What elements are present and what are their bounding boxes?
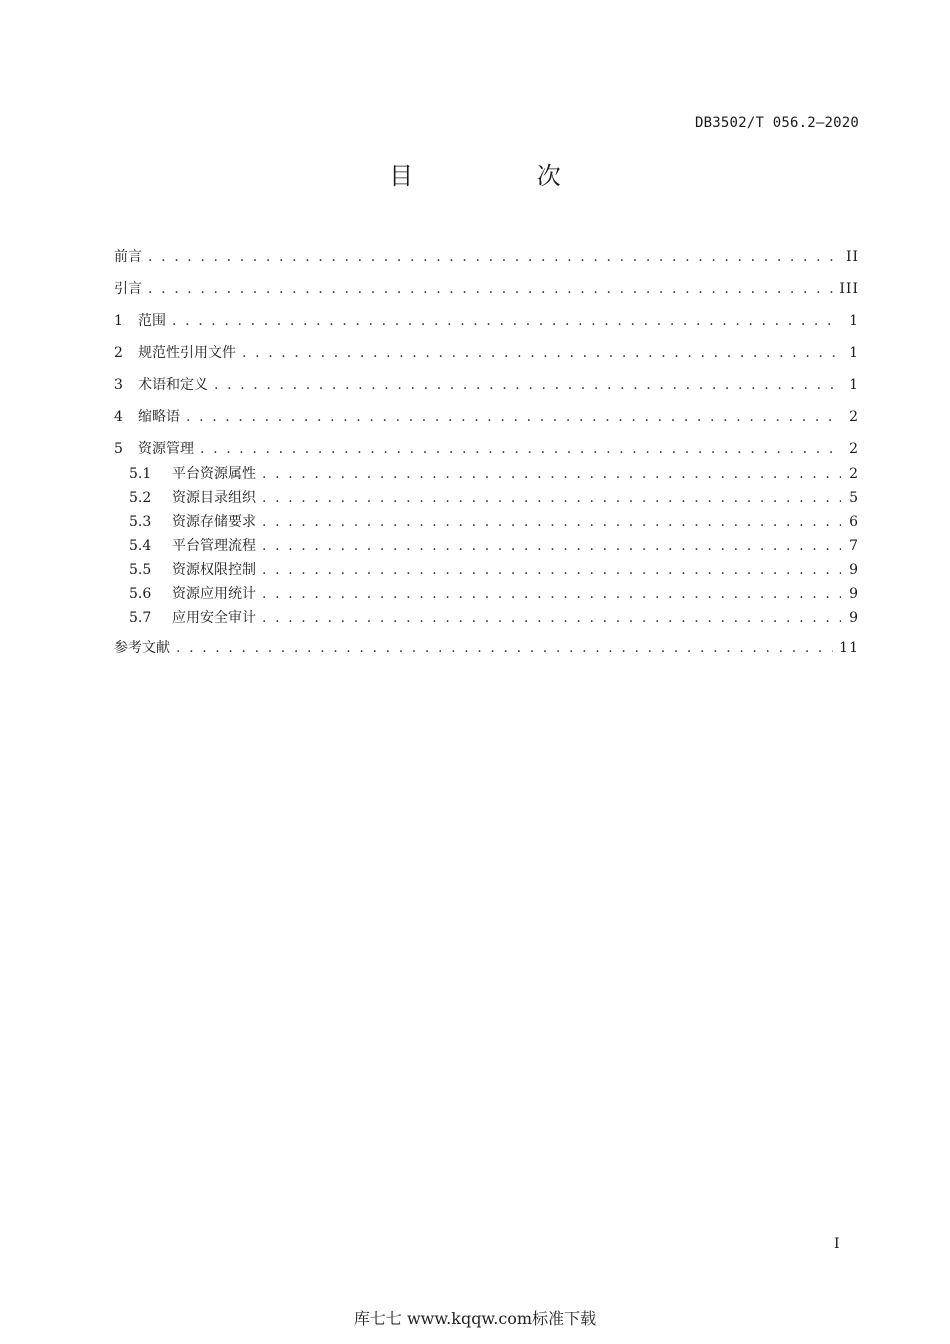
toc-entry-text: 资源目录组织	[172, 490, 256, 506]
toc-entry-page: III	[839, 281, 859, 297]
toc-entry-number: 5.2	[129, 490, 152, 506]
toc-entry-text: 范围	[138, 313, 166, 329]
toc-entry-number: 5.4	[129, 538, 152, 554]
toc-entry-text: 平台资源属性	[172, 466, 256, 482]
toc-leader-dots	[262, 609, 841, 627]
toc-entry-number: 4	[114, 409, 123, 425]
toc-entry-page: 2	[849, 409, 859, 425]
toc-leader-dots	[262, 489, 841, 507]
toc-entry-page: 1	[849, 377, 859, 393]
toc-entry-page: 1	[849, 345, 859, 361]
page-title: 目 次	[389, 162, 619, 190]
toc-leader-dots	[242, 344, 841, 362]
toc-leader-dots	[262, 585, 841, 603]
toc-entry-text: 规范性引用文件	[138, 345, 236, 361]
toc-entry-text: 前言	[114, 249, 142, 265]
toc-leader-dots	[262, 513, 841, 531]
toc-entry-5-7[interactable]	[129, 605, 859, 627]
toc-entry-5-2[interactable]	[129, 485, 859, 507]
toc-entry-text: 资源应用统计	[172, 586, 256, 602]
toc-entry-text: 参考文献	[114, 640, 170, 656]
site-watermark: 库七七 www.kqqw.com标准下载	[353, 1309, 597, 1328]
toc-entry-page: 11	[839, 640, 859, 656]
toc-entry-page: 9	[849, 586, 859, 602]
toc-entry-page: 9	[849, 562, 859, 578]
toc-entry-abbreviations[interactable]	[114, 404, 859, 426]
toc-entry-introduction[interactable]	[114, 276, 859, 298]
page-number: I	[834, 1236, 840, 1252]
toc-entry-terms-definitions[interactable]	[114, 372, 859, 394]
toc-leader-dots	[262, 465, 841, 483]
toc-entry-number: 5.1	[129, 466, 152, 482]
toc-entry-number: 3	[114, 377, 123, 393]
toc-entry-scope[interactable]	[114, 308, 859, 330]
toc-entry-page: 2	[849, 466, 859, 482]
toc-leader-dots	[148, 280, 833, 298]
toc-entry-number: 5	[114, 441, 123, 457]
toc-entry-bibliography[interactable]	[114, 635, 859, 657]
toc-entry-foreword[interactable]	[114, 244, 859, 266]
toc-entry-5-3[interactable]	[129, 509, 859, 531]
toc-leader-dots	[176, 639, 833, 657]
toc-entry-5-1[interactable]	[129, 461, 859, 483]
toc-entry-number: 1	[114, 313, 123, 329]
toc-entry-number: 5.5	[129, 562, 152, 578]
toc-entry-page: 5	[849, 490, 859, 506]
toc-entry-text: 缩略语	[138, 409, 180, 425]
toc-entry-page: 1	[849, 313, 859, 329]
toc-entry-normative-references[interactable]	[114, 340, 859, 362]
toc-entry-text: 资源权限控制	[172, 562, 256, 578]
toc-leader-dots	[262, 537, 841, 555]
toc-entry-text: 资源管理	[138, 441, 194, 457]
toc-entry-resource-management[interactable]	[114, 436, 859, 458]
toc-leader-dots	[172, 312, 841, 330]
toc-leader-dots	[186, 408, 841, 426]
document-code: DB3502/T 056.2—2020	[695, 115, 859, 131]
toc-entry-number: 5.7	[129, 610, 152, 626]
toc-entry-text: 资源存储要求	[172, 514, 256, 530]
toc-entry-page: 6	[849, 514, 859, 530]
toc-entry-5-6[interactable]	[129, 581, 859, 603]
toc-entry-text: 应用安全审计	[172, 610, 256, 626]
toc-entry-page: 7	[849, 538, 859, 554]
toc-leader-dots	[148, 248, 840, 266]
toc-entry-number: 5.6	[129, 586, 152, 602]
toc-entry-page: 9	[849, 610, 859, 626]
toc-entry-page: 2	[849, 441, 859, 457]
toc-entry-text: 术语和定义	[138, 377, 208, 393]
toc-entry-number: 5.3	[129, 514, 152, 530]
toc-entry-5-4[interactable]	[129, 533, 859, 555]
toc-leader-dots	[214, 376, 841, 394]
toc-leader-dots	[262, 561, 841, 579]
toc-entry-number: 2	[114, 345, 123, 361]
toc-entry-5-5[interactable]	[129, 557, 859, 579]
toc-entry-text: 平台管理流程	[172, 538, 256, 554]
toc-leader-dots	[200, 440, 841, 458]
toc-entry-page: II	[845, 249, 859, 265]
toc-entry-text: 引言	[114, 281, 142, 297]
